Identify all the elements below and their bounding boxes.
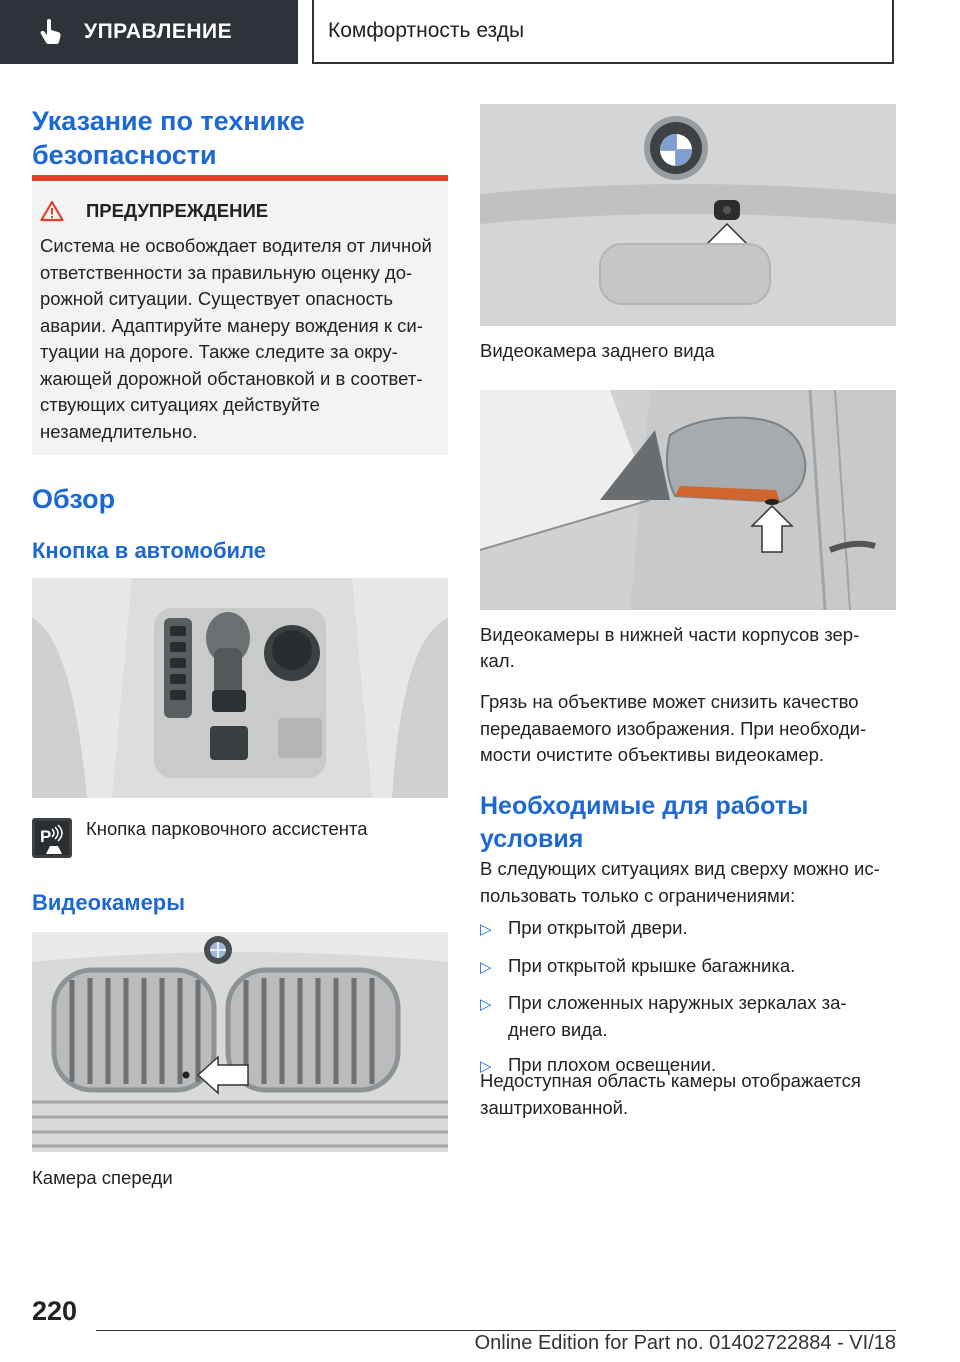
chapter-label: Комфортность езды [328, 19, 525, 42]
bullet-triangle-icon: ▷ [480, 921, 492, 938]
parking-button-label: Кнопка парковочного ассистента [86, 818, 368, 839]
conditions-intro: В следующих ситуациях вид сверху можно ис-пользовать только с ограничениями: [480, 858, 880, 906]
front-camera-caption: Камера спереди [32, 1167, 173, 1188]
dirt-warning-text: Грязь на объективе может снизить качество передаваемого изображения. При необходи-мости очистите объективы видеокамер. [480, 691, 867, 765]
front-camera-image [32, 932, 448, 1152]
cameras-heading: Видеокамеры [32, 890, 186, 915]
edition-text: Online Edition for Part no. 01402722884 - VI/18 [474, 1332, 896, 1354]
section-label: УПРАВЛЕНИЕ [84, 20, 233, 43]
warning-triangle-icon [40, 200, 64, 222]
mirror-cameras-caption: Видеокамеры в нижней части корпусов зер-кал. [480, 624, 860, 671]
center-console-image [32, 578, 448, 798]
safety-heading: Указание по технике безопасности [32, 106, 305, 170]
parking-assist-button-icon [32, 818, 72, 858]
overview-heading: Обзор [32, 484, 116, 514]
list-item: ▷ При сложенных наружных зеркалах за-днего вида. [480, 990, 892, 1043]
page-number: 220 [32, 1296, 78, 1326]
hand-pointer-icon [38, 19, 64, 45]
chapter-header [312, 0, 894, 64]
footer-divider [96, 1330, 896, 1331]
hatched-area-text: Недоступная область камеры отображается заштрихованной. [480, 1070, 861, 1118]
list-item: ▷ При открытой крышке багажника. [480, 953, 892, 982]
list-item: ▷ При плохом освещении. [480, 1052, 892, 1081]
bullet-triangle-icon: ▷ [480, 996, 492, 1013]
conditions-heading: Необходимые для работы условия [480, 792, 809, 853]
rear-camera-caption: Видеокамера заднего вида [480, 340, 715, 361]
warning-title: ПРЕДУПРЕЖДЕНИЕ [86, 200, 269, 221]
bullet-triangle-icon: ▷ [480, 958, 492, 976]
section-tab [0, 0, 298, 64]
warning-title-row [40, 200, 268, 222]
list-item: ▷ При открытой двери. [480, 915, 892, 944]
button-heading: Кнопка в автомобиле [32, 538, 266, 563]
svg-text:P: P [40, 827, 52, 846]
mirror-camera-image [480, 390, 896, 610]
conditions-list [480, 915, 892, 1081]
warning-text: Система не освобождает водителя от личной ответственности за правильную оценку до-рожной ситуации. Существует опасность аварии. Адаптируйте манеру вождения к си-туации на дороге. Также следите за окру-жающей дорожной обстановкой и в соответ-ствующих ситуациях действуйте незамедлительно. [40, 235, 432, 442]
rear-camera-image [480, 104, 896, 326]
bullet-triangle-icon: ▷ [480, 1058, 492, 1075]
